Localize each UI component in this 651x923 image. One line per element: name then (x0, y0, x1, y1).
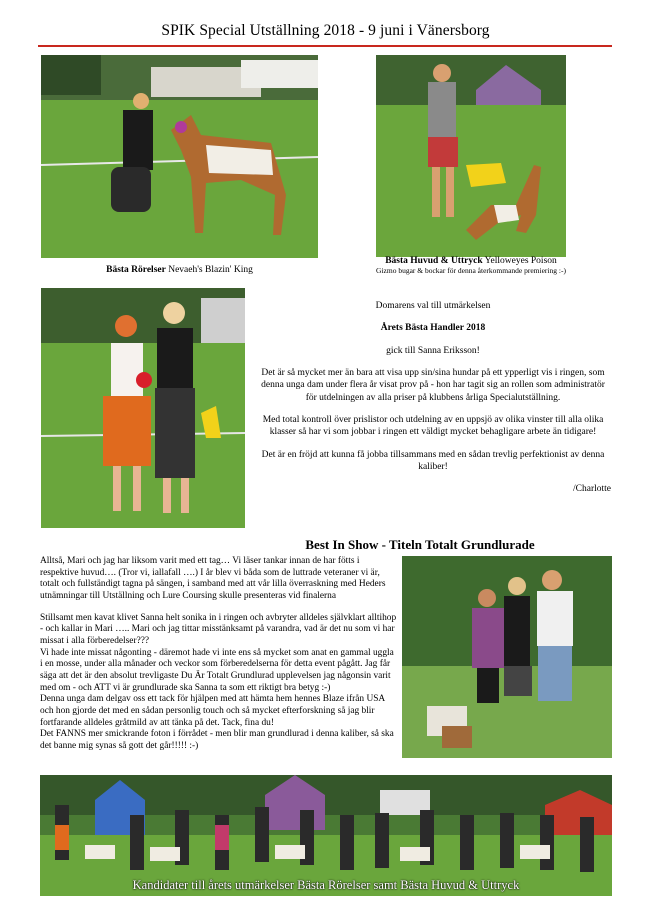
caption-best-head-award: Bästa Huvud & Uttryck (385, 256, 483, 266)
title-divider (38, 45, 612, 47)
caption-best-head-sub: Gizmo bugar & bockar för denna återkommande premiering :-) (376, 265, 566, 275)
handler-award-intro: Domarens val till utmärkelsen (375, 301, 491, 311)
caption-best-movement-dog: Nevaeh's Blazin' King (165, 265, 253, 275)
handler-award-title: Årets Bästa Handler 2018 (380, 323, 486, 334)
photo-best-head (376, 55, 566, 257)
photo-bis (402, 556, 612, 758)
handler-award-para-1: Det är så mycket mer än bara att visa upp sin/sina hundar på ett ypperligt vis i ringen, som denna unga dam under flera år visat prov på - hon har tagit sig an rollen som administratör för utdelningen av alla priser på klubbens årliga Specialutställning. (261, 368, 605, 403)
handler-award-para-2: Med total kontroll över prislistor och utdelning av en uppsjö av olika vinster till alla olika klasser så har vi som jobbar i ringen ett väldigt mycket behagligare arbete än tidigare! (262, 415, 604, 438)
caption-best-movement (41, 265, 318, 276)
handler-award-winner: gick till Sanna Eriksson! (386, 345, 480, 356)
handler-award-para-3: Det är en fröjd att kunna få jobba tillsammans med en sådan trevlig perfektionist av denna kaliber! (261, 449, 605, 473)
caption-best-movement-award: Bästa Rörelser (106, 265, 166, 275)
handler-award-signature: /Charlotte (573, 484, 611, 495)
bis-para-1: Alltså, Mari och jag har liksom varit med ett tag… Vi läser tankar innan de har fötts i respektive huvud…. (Tror vi, iallafall ….) I år blev vi båda som de luttrade veteraner vi är, totalt och fullständigt tagna på sängen, i samband med att vår lilla överraskning med Heders utnämningar till Utställning och Lure Coursing skulle presenteras vid finalerna (40, 556, 386, 601)
bis-body (40, 556, 398, 753)
bis-para-5: Det FANNS mer smickrande foton i förrådet - men blir man grundlurad i denna kaliber, så ska det banne mig synas så gott det går!!!!! :-) (40, 729, 394, 751)
bis-para-2: Stillsamt men kavat klivet Sanna helt sonika in i ringen och avbryter alldeles självklart alltihop - och kallar in Mari ….. Mari och jag tittar misstänksamt på varandra, vad är det nu som vi har missat i alla förberedelser??? (40, 612, 397, 646)
banner-caption: Kandidater till årets utmärkelser Bästa Rörelser samt Bästa Huvud & Uttryck (132, 878, 520, 892)
bis-para-3: Vi hade inte missat någonting - däremot hade vi inte ens så mycket som anat en gammal uggla i en mosse, under alla månader och veckor som förberedelserna för detta event pågått. Jag får säga att det är den absolut trevligaste Du Är Totalt Grundlurad upplevelsen jag någonsin varit med om - och ATT vi är grundlurade ska Sanna ta som ett riktigt bra betyg :-) (40, 647, 394, 693)
handler-award-section (255, 300, 611, 506)
bis-para-4: Denna unga dam delgav oss ett tack för hjälpen med att hämta hem hennes Blaze ifrån USA och hon gjorde det med en sådan personlig touch och så mycket efterforskning så jag blir fortfarande alldeles gråtmild av att tänka på det. Tack, fina du! (40, 694, 385, 728)
photo-best-movement (41, 55, 318, 258)
caption-best-head-dog: Yelloweyes Poison (482, 256, 557, 266)
caption-best-head (356, 256, 586, 276)
page-title: SPIK Special Utställning 2018 - 9 juni i Vänersborg (161, 22, 490, 39)
photo-best-handler (41, 288, 245, 528)
bis-heading: Best In Show - Titeln Totalt Grundlurade (305, 537, 535, 552)
